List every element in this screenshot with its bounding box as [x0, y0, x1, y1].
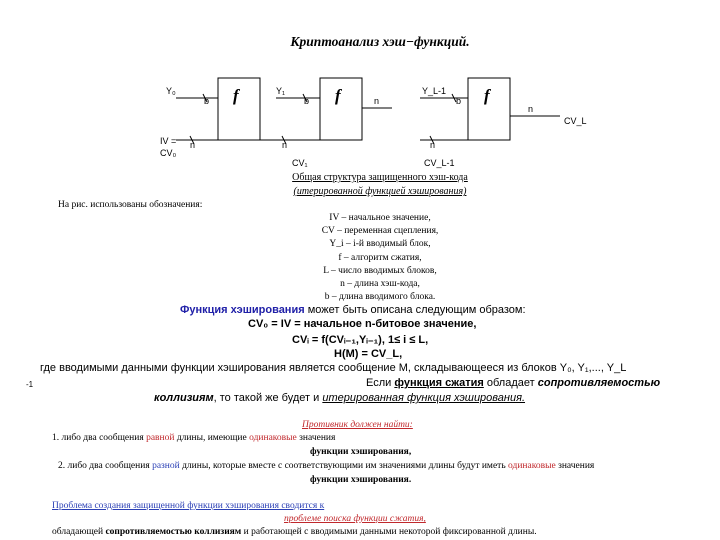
compression-sentence: Если функция сжатия обладает сопротивляемостью: [366, 377, 661, 389]
problem-line-3: обладающей сопротивляемостью коллизиям и работающей с вводимыми данными некоторой фиксированной длины.: [52, 527, 537, 537]
label-f-3: f: [484, 86, 490, 105]
label-n-3: n: [282, 140, 288, 150]
hash-structure-diagram: [0, 0, 720, 175]
equation-2: CVᵢ = f(CVᵢ₋₁,Yᵢ₋₁), 1≤ i ≤ L,: [292, 334, 429, 346]
opponent-item-1-tail: функции хэширования,: [310, 447, 412, 457]
collision-sentence: коллизиям, то такой же будет и итерированная функция хэширования.: [154, 392, 526, 404]
label-iv-1: IV =: [160, 136, 177, 146]
label-f-2: f: [335, 86, 341, 105]
label-b-1: b: [204, 96, 210, 106]
legend-item: L – число вводимых блоков,: [323, 265, 437, 276]
hash-function-term: Функция хэширования: [180, 304, 305, 316]
problem-line-2: проблеме поиска функции сжатия,: [284, 514, 426, 524]
opponent-heading: Противник должен найти:: [302, 420, 413, 430]
compression-block-1: [218, 78, 260, 140]
label-n-2: n: [190, 140, 196, 150]
equation-3: H(M) = CV_L,: [334, 348, 403, 360]
label-b-2: b: [304, 96, 310, 106]
compression-function-term: функция сжатия: [394, 377, 484, 389]
label-b-3: b: [456, 96, 462, 106]
opponent-item-2: 2. либо два сообщения разной длины, которые вместе с соответствующими им значениями длины будут иметь одинаковые значения: [58, 461, 595, 471]
label-cvl1: CV_L-1: [424, 158, 455, 168]
label-iv-2: CV₀: [160, 148, 177, 158]
figure-caption-sub: (итерированной функцией хэширования): [293, 186, 467, 197]
legend-intro: На рис. использованы обозначения:: [58, 200, 203, 210]
opponent-item-1: 1. либо два сообщения равной длины, имеющие одинаковые значения: [52, 433, 336, 443]
legend-item: n – длина хэш-кода,: [340, 279, 420, 290]
subscript-mark: -1: [26, 380, 34, 389]
hash-def-line: где вводимыми данными функции хэширования является сообщение M, складывающееся из блоков Y₀, Y₁,..., Y_L: [40, 362, 627, 374]
label-n-out: n: [528, 104, 534, 114]
legend-item: CV – переменная сцепления,: [321, 226, 439, 237]
opponent-item-2-tail: функции хэширования.: [310, 475, 412, 485]
legend-item: f – алгоритм сжатия,: [338, 252, 422, 263]
compression-block-2: [320, 78, 362, 140]
figure-caption: Общая структура защищенного хэш-кода: [292, 172, 468, 183]
legend-item: b – длина вводимого блока.: [324, 292, 436, 303]
label-n-4: n: [430, 140, 436, 150]
page-title: Криптоанализ хэш−функций.: [290, 34, 470, 49]
label-y1: Y₁: [276, 86, 286, 96]
label-cvl: CV_L: [564, 116, 587, 126]
label-cv1: CV₁: [292, 158, 308, 168]
legend-list: [240, 212, 520, 304]
hash-def-intro: Функция хэширования может быть описана следующим образом:: [180, 304, 526, 316]
legend-item: IV – начальное значение,: [329, 213, 431, 223]
label-f-1: f: [233, 86, 239, 105]
label-y0: Y₀: [166, 86, 176, 96]
legend-item: Y_i – i-й вводимый блок,: [329, 239, 431, 250]
equation-1: CV₀ = IV = начальное n-битовое значение,: [248, 318, 477, 330]
problem-line-1: Проблема создания защищенной функции хэширования сводится к: [52, 501, 325, 511]
label-yl1: Y_L-1: [422, 86, 447, 96]
label-n-1: n: [374, 96, 380, 106]
